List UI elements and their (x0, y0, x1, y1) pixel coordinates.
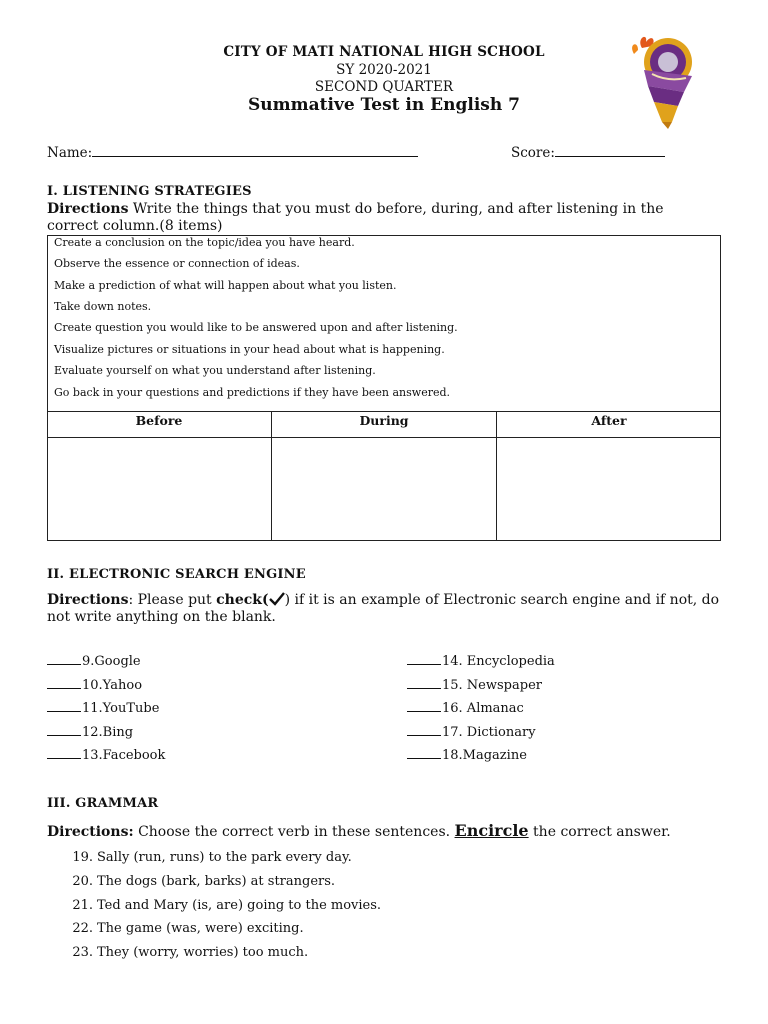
listening-option: Go back in your questions and predictions if they have been answered. (54, 386, 451, 399)
school-year: SY 2020-2021 (336, 62, 432, 78)
answer-blank[interactable] (47, 746, 81, 759)
answer-blank[interactable] (407, 746, 441, 759)
search-item-label: 15. Newspaper (442, 678, 542, 693)
quarter: SECOND QUARTER (314, 79, 454, 95)
answer-blank[interactable] (407, 723, 441, 736)
section1-title: I. LISTENING STRATEGIES (47, 184, 252, 199)
search-item (407, 676, 542, 693)
section2-title: II. ELECTRONIC SEARCH ENGINE (47, 567, 306, 582)
grammar-item (70, 850, 352, 865)
search-item (407, 746, 527, 763)
item-number: 21. (72, 898, 93, 913)
test-title: Summative Test in English 7 (248, 95, 520, 115)
directions-text: Choose the correct verb in these sentences. (133, 824, 455, 840)
grammar-item (70, 921, 304, 936)
answer-blank[interactable] (407, 676, 441, 689)
name-label: Name: (47, 145, 93, 161)
search-item-label: 10.Yahoo (82, 678, 143, 693)
school-logo (622, 30, 706, 130)
search-item (47, 699, 159, 716)
school-name: CITY OF MATI NATIONAL HIGH SCHOOL (223, 44, 545, 60)
directions-text: Write the things that you must do before, during, and after listening in the correct column.(8 items) (47, 201, 664, 234)
directions-label: Directions (47, 201, 129, 217)
item-number: 20. (72, 874, 93, 889)
grammar-item (70, 898, 381, 913)
before-answer-cell[interactable] (48, 438, 271, 540)
item-sentence[interactable]: Sally (run, runs) to the park every day. (97, 850, 352, 865)
search-item (47, 723, 133, 740)
answer-blank[interactable] (47, 699, 81, 712)
directions-post: ) if it is an example of Electronic search engine and if not, do not write anything on the blank. (47, 592, 720, 625)
table-divider (47, 411, 721, 412)
answer-blank[interactable] (47, 652, 81, 665)
check-word: check( (216, 592, 269, 608)
search-item-label: 14. Encyclopedia (442, 654, 555, 669)
section3-directions (47, 822, 737, 841)
search-item-label: 13.Facebook (82, 748, 166, 763)
search-item-label: 18.Magazine (442, 748, 527, 763)
search-item (47, 746, 165, 763)
section3-title: III. GRAMMAR (47, 796, 159, 811)
directions-label: Directions (47, 592, 129, 608)
score-field[interactable] (511, 142, 665, 161)
section1-directions (47, 201, 717, 235)
listening-option: Create a conclusion on the topic/idea you have heard. (54, 236, 355, 249)
search-item (47, 676, 142, 693)
after-answer-cell[interactable] (497, 438, 720, 540)
listening-option: Observe the essence or connection of ideas. (54, 257, 300, 270)
search-item-label: 17. Dictionary (442, 725, 536, 740)
item-number: 22. (72, 921, 93, 936)
directions-pre: : Please put (128, 592, 217, 608)
encircle-word: Encircle (454, 821, 529, 840)
search-item (47, 652, 141, 669)
answer-blank[interactable] (47, 676, 81, 689)
search-item-label: 9.Google (82, 654, 141, 669)
search-item (407, 723, 536, 740)
search-item-label: 11.YouTube (82, 701, 160, 716)
answer-blank[interactable] (407, 652, 441, 665)
grammar-item (70, 874, 335, 889)
col-before: Before (135, 413, 183, 428)
listening-option: Take down notes. (54, 300, 152, 313)
name-blank[interactable] (92, 142, 418, 157)
answer-blank[interactable] (47, 723, 81, 736)
search-item-label: 16. Almanac (442, 701, 524, 716)
score-label: Score: (511, 145, 555, 161)
directions-tail: the correct answer. (528, 824, 671, 840)
listening-option: Create question you would like to be answered upon and after listening. (54, 321, 458, 334)
col-during: During (359, 413, 409, 428)
answer-blank[interactable] (407, 699, 441, 712)
search-item-label: 12.Bing (82, 725, 134, 740)
search-item (407, 699, 524, 716)
col-after: After (591, 413, 627, 428)
item-number: 19. (72, 850, 93, 865)
directions-label: Directions: (47, 824, 134, 840)
listening-option: Evaluate yourself on what you understand after listening. (54, 364, 376, 377)
name-field[interactable] (47, 142, 418, 161)
score-blank[interactable] (555, 142, 665, 157)
search-item (407, 652, 555, 669)
item-sentence[interactable]: The dogs (bark, barks) at strangers. (97, 874, 336, 889)
item-sentence[interactable]: Ted and Mary (is, are) going to the movies. (97, 898, 382, 913)
item-sentence[interactable]: The game (was, were) exciting. (97, 921, 304, 936)
during-answer-cell[interactable] (272, 438, 496, 540)
checkmark-icon (269, 592, 285, 606)
grammar-item (70, 945, 308, 960)
listening-option: Visualize pictures or situations in your head about what is happening. (54, 343, 445, 356)
item-number: 23. (72, 945, 93, 960)
listening-option: Make a prediction of what will happen about what you listen. (54, 279, 397, 292)
item-sentence[interactable]: They (worry, worries) too much. (97, 945, 309, 960)
section2-directions (47, 592, 727, 626)
